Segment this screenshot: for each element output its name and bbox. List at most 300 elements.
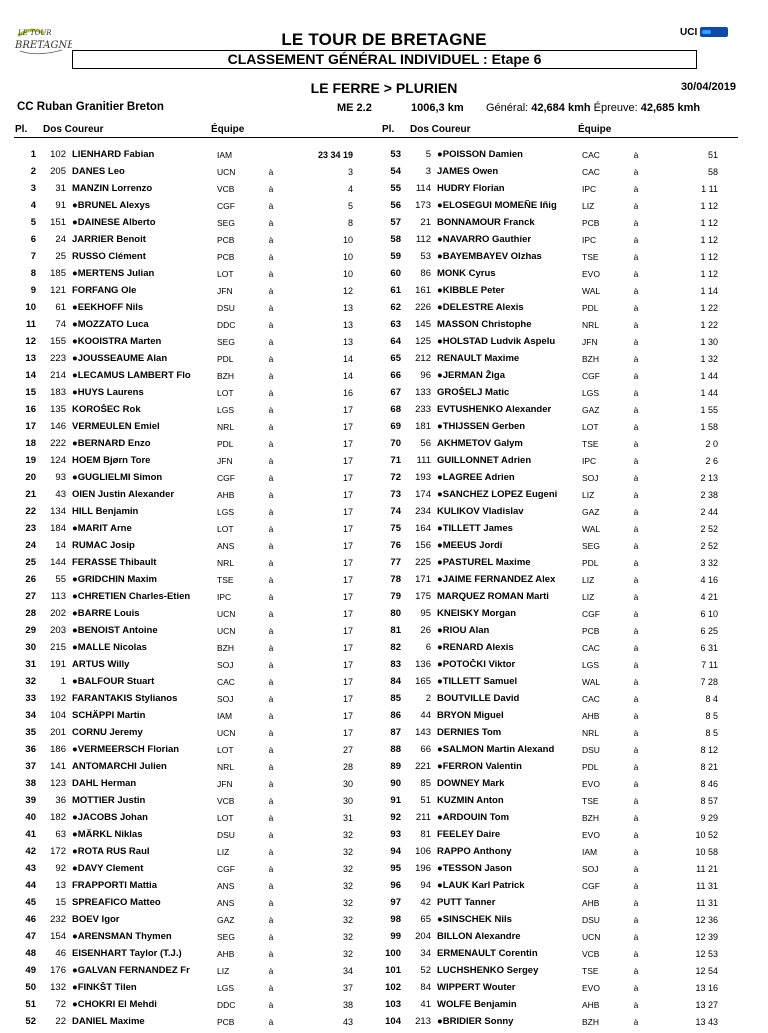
bib-number: 136 — [415, 659, 431, 670]
team-code: AHB — [582, 999, 600, 1010]
result-row — [12, 554, 353, 571]
time-gap: 17 — [342, 421, 353, 432]
result-row — [377, 469, 718, 486]
gap-prefix: à — [633, 897, 639, 908]
rank: 40 — [25, 812, 36, 823]
rider-name: ●DAINESE Alberto — [72, 217, 156, 228]
result-row — [12, 928, 353, 945]
rider-name: FEELEY Daire — [437, 829, 501, 840]
rank: 46 — [25, 914, 36, 925]
rank: 23 — [25, 523, 36, 534]
result-row — [377, 435, 718, 452]
rank: 93 — [390, 829, 401, 840]
team-code: NRL — [217, 421, 235, 432]
rank: 33 — [25, 693, 36, 704]
rider-name: ●SALMON Martin Alexand — [437, 744, 555, 755]
time-gap: 23 34 19 — [317, 149, 353, 160]
gap-prefix: à — [633, 1016, 639, 1027]
team-code: TSE — [582, 251, 599, 262]
time-gap: 17 — [342, 608, 353, 619]
gap-prefix: à — [633, 268, 639, 279]
result-row — [12, 724, 353, 741]
gap-prefix: à — [268, 846, 274, 857]
bib-number: 132 — [50, 982, 66, 993]
result-row — [377, 163, 718, 180]
rank: 52 — [25, 1016, 36, 1027]
result-row — [377, 690, 718, 707]
rank: 100 — [385, 948, 401, 959]
gap-prefix: à — [268, 540, 274, 551]
gap-prefix: à — [633, 778, 639, 789]
result-row — [12, 367, 353, 384]
time-gap: 8 57 — [700, 795, 718, 806]
result-row — [377, 724, 718, 741]
gap-prefix: à — [633, 795, 639, 806]
gap-prefix: à — [633, 455, 639, 466]
rank: 14 — [25, 370, 36, 381]
results-column-right — [377, 146, 718, 1030]
gap-prefix: à — [633, 914, 639, 925]
classification-subtitle: CLASSEMENT GÉNÉRAL INDIVIDUEL : Etape 6 — [72, 50, 697, 69]
result-row — [12, 741, 353, 758]
bib-number: 52 — [420, 965, 431, 976]
bib-number: 1 — [60, 676, 66, 687]
bib-number: 113 — [50, 591, 66, 602]
rank: 102 — [385, 982, 401, 993]
bib-number: 134 — [50, 506, 66, 517]
time-gap: 32 — [342, 863, 353, 874]
rider-name: ●FINKŠT Tilen — [72, 982, 137, 993]
bib-number: 46 — [55, 948, 66, 959]
time-gap: 32 — [342, 846, 353, 857]
team-code: CAC — [582, 642, 600, 653]
result-row — [12, 180, 353, 197]
time-gap: 1 55 — [700, 404, 718, 415]
rank: 17 — [25, 421, 36, 432]
rider-name: ●TESSON Jason — [437, 863, 512, 874]
result-row — [377, 673, 718, 690]
bib-number: 44 — [420, 710, 431, 721]
bib-number: 34 — [420, 948, 431, 959]
result-row — [377, 180, 718, 197]
time-gap: 32 — [342, 914, 353, 925]
rank: 99 — [390, 931, 401, 942]
result-row — [377, 962, 718, 979]
rank: 70 — [390, 438, 401, 449]
rider-name: SPREAFICO Matteo — [72, 897, 161, 908]
team-code: IPC — [582, 234, 597, 245]
bib-number: 183 — [50, 387, 66, 398]
team-code: SOJ — [217, 693, 234, 704]
rider-name: ●HOLSTAD Ludvik Aspelu — [437, 336, 556, 347]
uci-logo — [680, 26, 728, 38]
rank: 16 — [25, 404, 36, 415]
rank: 49 — [25, 965, 36, 976]
team-code: EVO — [582, 778, 600, 789]
rider-name: RENAULT Maxime — [437, 353, 520, 364]
rank: 22 — [25, 506, 36, 517]
rider-name: VERMEULEN Emiel — [72, 421, 160, 432]
team-code: LOT — [582, 421, 599, 432]
bib-number: 111 — [416, 455, 431, 466]
team-code: AHB — [582, 897, 600, 908]
time-gap: 3 32 — [700, 557, 718, 568]
bib-number: 22 — [55, 1016, 66, 1027]
gap-prefix: à — [633, 642, 639, 653]
gap-prefix: à — [633, 999, 639, 1010]
result-row — [377, 639, 718, 656]
bib-number: 6 — [425, 642, 431, 653]
bib-number: 172 — [50, 846, 66, 857]
rider-name: ●BRIDIER Sonny — [437, 1016, 514, 1027]
time-gap: 32 — [342, 880, 353, 891]
time-gap: 1 22 — [700, 302, 718, 313]
result-row — [12, 520, 353, 537]
rider-name: ●FERRON Valentin — [437, 761, 522, 772]
rank: 8 — [30, 268, 36, 279]
rank: 48 — [25, 948, 36, 959]
rider-name: ●ROTA RUS Raul — [72, 846, 150, 857]
result-row — [377, 554, 718, 571]
time-gap: 8 46 — [700, 778, 718, 789]
rank: 69 — [390, 421, 401, 432]
rider-name: BRYON Miguel — [437, 710, 504, 721]
rank: 20 — [25, 472, 36, 483]
team-code: ANS — [217, 897, 235, 908]
rank: 28 — [25, 608, 36, 619]
time-gap: 1 44 — [700, 387, 718, 398]
team-code: UCN — [582, 931, 601, 942]
rider-name: MONK Cyrus — [437, 268, 496, 279]
time-gap: 7 11 — [701, 659, 718, 670]
team-code: WAL — [582, 523, 601, 534]
rank: 45 — [25, 897, 36, 908]
rank: 47 — [25, 931, 36, 942]
time-gap: 16 — [342, 387, 353, 398]
gap-prefix: à — [633, 302, 639, 313]
gap-prefix: à — [633, 710, 639, 721]
team-code: ANS — [217, 540, 235, 551]
rider-name: ●TILLETT James — [437, 523, 513, 534]
bib-number: 121 — [50, 285, 66, 296]
gap-prefix: à — [268, 863, 274, 874]
bib-number: 24 — [55, 234, 66, 245]
bib-number: 192 — [50, 693, 66, 704]
result-row — [12, 146, 353, 163]
rider-name: ●POISSON Damien — [437, 149, 523, 160]
time-gap: 6 25 — [700, 625, 718, 636]
result-row — [377, 928, 718, 945]
gap-prefix: à — [268, 523, 274, 534]
time-gap: 1 32 — [700, 353, 718, 364]
result-row — [12, 350, 353, 367]
time-gap: 12 53 — [695, 948, 718, 959]
rank: 3 — [30, 183, 36, 194]
rider-name: ●MEEUS Jordi — [437, 540, 503, 551]
team-code: LIZ — [582, 489, 595, 500]
gap-prefix: à — [633, 727, 639, 738]
team-code: PCB — [582, 217, 600, 228]
team-code: LGS — [217, 506, 235, 517]
rank: 6 — [30, 234, 36, 245]
epreuve-speed-label: Épreuve: — [593, 102, 638, 114]
gap-prefix: à — [633, 574, 639, 585]
rider-name: ●LAGREE Adrien — [437, 472, 515, 483]
gap-prefix: à — [268, 591, 274, 602]
gap-prefix: à — [633, 183, 639, 194]
team-code: NRL — [582, 727, 600, 738]
team-code: TSE — [217, 574, 234, 585]
team-code: BZH — [582, 1016, 599, 1027]
bib-number: 196 — [415, 863, 431, 874]
time-gap: 10 — [342, 268, 353, 279]
result-row — [12, 877, 353, 894]
bib-number: 156 — [415, 540, 431, 551]
gap-prefix: à — [268, 931, 274, 942]
result-row — [377, 282, 718, 299]
team-code: WAL — [582, 676, 601, 687]
team-code: CAC — [582, 693, 600, 704]
rank: 82 — [390, 642, 401, 653]
bib-number: 102 — [50, 149, 66, 160]
bib-number: 94 — [420, 880, 431, 891]
result-row — [377, 401, 718, 418]
result-row — [12, 673, 353, 690]
gap-prefix: à — [268, 608, 274, 619]
gap-prefix: à — [633, 880, 639, 891]
rider-name: HUDRY Florian — [437, 183, 505, 194]
rank: 15 — [25, 387, 36, 398]
time-gap: 4 21 — [700, 591, 718, 602]
bib-number: 184 — [50, 523, 66, 534]
rank: 32 — [25, 676, 36, 687]
gap-prefix: à — [633, 625, 639, 636]
bib-number: 125 — [415, 336, 431, 347]
team-code: BZH — [217, 370, 234, 381]
result-row — [12, 945, 353, 962]
rank: 90 — [390, 778, 401, 789]
time-gap: 17 — [342, 727, 353, 738]
rider-name: GROŠELJ Matic — [437, 387, 510, 398]
team-code: DDC — [217, 999, 236, 1010]
gap-prefix: à — [268, 387, 274, 398]
rank: 58 — [390, 234, 401, 245]
bib-number: 182 — [50, 812, 66, 823]
team-code: SEG — [217, 336, 235, 347]
result-row — [377, 333, 718, 350]
time-gap: 2 52 — [700, 523, 718, 534]
rank: 95 — [390, 863, 401, 874]
time-gap: 17 — [342, 676, 353, 687]
result-row — [12, 911, 353, 928]
rider-name: AKHMETOV Galym — [437, 438, 523, 449]
gap-prefix: à — [268, 795, 274, 806]
gap-prefix: à — [268, 200, 274, 211]
result-row — [377, 996, 718, 1013]
bib-number: 135 — [50, 404, 66, 415]
rank: 35 — [25, 727, 36, 738]
result-row — [12, 299, 353, 316]
rider-name: GUILLONNET Adrien — [437, 455, 532, 466]
rank: 97 — [390, 897, 401, 908]
result-row — [377, 656, 718, 673]
time-gap: 28 — [342, 761, 353, 772]
gap-prefix: à — [633, 387, 639, 398]
gap-prefix: à — [633, 217, 639, 228]
gap-prefix: à — [633, 336, 639, 347]
rider-name: LUCHSHENKO Sergey — [437, 965, 539, 976]
gap-prefix: à — [633, 506, 639, 517]
result-row — [12, 1013, 353, 1030]
svg-text:LE TOUR: LE TOUR — [18, 29, 52, 37]
rider-name: ●CHOKRI El Mehdi — [72, 999, 157, 1010]
time-gap: 30 — [342, 795, 353, 806]
team-code: AHB — [217, 489, 235, 500]
team-code: UCN — [217, 727, 236, 738]
result-row — [377, 1013, 718, 1030]
team-code: CAC — [582, 149, 600, 160]
race-class: ME 2.2 — [337, 102, 372, 114]
time-gap: 17 — [342, 625, 353, 636]
gap-prefix: à — [268, 489, 274, 500]
bib-number: 212 — [415, 353, 431, 364]
team-code: JFN — [217, 778, 233, 789]
result-row — [377, 350, 718, 367]
gap-prefix: à — [268, 472, 274, 483]
team-code: CGF — [217, 863, 235, 874]
rider-name: ●SANCHEZ LOPEZ Eugeni — [437, 489, 558, 500]
time-gap: 17 — [342, 574, 353, 585]
bib-number: 106 — [415, 846, 431, 857]
bib-number: 31 — [55, 183, 66, 194]
gap-prefix: à — [268, 370, 274, 381]
team-code: BZH — [582, 353, 599, 364]
time-gap: 17 — [342, 591, 353, 602]
rank: 62 — [390, 302, 401, 313]
result-row — [377, 486, 718, 503]
bib-number: 221 — [415, 761, 431, 772]
rider-name: ●ARENSMAN Thymen — [72, 931, 172, 942]
bib-number: 63 — [55, 829, 66, 840]
rider-name: PUTT Tanner — [437, 897, 496, 908]
result-row — [12, 860, 353, 877]
rider-name: ANTOMARCHI Julien — [72, 761, 167, 772]
time-gap: 13 — [342, 302, 353, 313]
bib-number: 96 — [420, 370, 431, 381]
result-row — [12, 707, 353, 724]
gap-prefix: à — [268, 336, 274, 347]
result-row — [377, 146, 718, 163]
result-row — [12, 452, 353, 469]
result-row — [377, 520, 718, 537]
rider-name: KNEISKY Morgan — [437, 608, 517, 619]
gap-prefix: à — [633, 863, 639, 874]
result-row — [12, 401, 353, 418]
result-row — [12, 962, 353, 979]
rider-name: ●BENOIST Antoine — [72, 625, 158, 636]
rider-name: ●BARRE Louis — [72, 608, 140, 619]
time-gap: 17 — [342, 472, 353, 483]
bib-number: 56 — [420, 438, 431, 449]
bib-number: 193 — [415, 472, 431, 483]
rank: 84 — [390, 676, 401, 687]
bib-number: 85 — [420, 778, 431, 789]
result-row — [377, 758, 718, 775]
bib-number: 41 — [420, 999, 431, 1010]
rider-name: ●DAVY Clement — [72, 863, 144, 874]
gap-prefix: à — [633, 285, 639, 296]
rank: 89 — [390, 761, 401, 772]
bib-number: 61 — [55, 302, 66, 313]
bib-number: 15 — [55, 897, 66, 908]
rider-name: BILLON Alexandre — [437, 931, 521, 942]
team-code: DSU — [582, 914, 600, 925]
team-code: PCB — [217, 1016, 235, 1027]
time-gap: 27 — [342, 744, 353, 755]
rider-name: ●MERTENS Julian — [72, 268, 155, 279]
time-gap: 12 — [342, 285, 353, 296]
team-code: DSU — [582, 744, 600, 755]
result-row — [12, 588, 353, 605]
rank: 26 — [25, 574, 36, 585]
rank: 104 — [385, 1016, 401, 1027]
team-code: CGF — [217, 472, 235, 483]
rank: 60 — [390, 268, 401, 279]
result-row — [377, 231, 718, 248]
result-row — [12, 758, 353, 775]
team-code: VCB — [582, 948, 600, 959]
gap-prefix: à — [633, 761, 639, 772]
rank: 10 — [25, 302, 36, 313]
result-row — [377, 452, 718, 469]
team-code: DSU — [217, 829, 235, 840]
rider-name: JAMES Owen — [437, 166, 499, 177]
gap-prefix: à — [268, 659, 274, 670]
result-row — [12, 231, 353, 248]
team-code: PDL — [217, 438, 234, 449]
time-gap: 8 — [347, 217, 353, 228]
col-header-equipe-left: Équipe — [211, 124, 245, 135]
rank: 73 — [390, 489, 401, 500]
time-gap: 13 — [342, 336, 353, 347]
results-column-left — [12, 146, 353, 1030]
team-code: PDL — [582, 761, 599, 772]
team-code: CGF — [582, 880, 600, 891]
result-row — [12, 316, 353, 333]
bib-number: 181 — [415, 421, 431, 432]
team-code: PDL — [217, 353, 234, 364]
rank: 80 — [390, 608, 401, 619]
rider-name: FERASSE Thibault — [72, 557, 157, 568]
bib-number: 86 — [420, 268, 431, 279]
gap-prefix: à — [268, 319, 274, 330]
result-row — [12, 265, 353, 282]
rider-name: WIPPERT Wouter — [437, 982, 516, 993]
rider-name: ●JACOBS Johan — [72, 812, 148, 823]
gap-prefix: à — [633, 200, 639, 211]
rank: 31 — [25, 659, 36, 670]
bib-number: 174 — [415, 489, 431, 500]
time-gap: 17 — [342, 642, 353, 653]
gap-prefix: à — [633, 438, 639, 449]
time-gap: 2 52 — [700, 540, 718, 551]
gap-prefix: à — [633, 965, 639, 976]
rank: 83 — [390, 659, 401, 670]
rank: 29 — [25, 625, 36, 636]
bib-number: 84 — [420, 982, 431, 993]
time-gap: 7 28 — [700, 676, 718, 687]
rank: 43 — [25, 863, 36, 874]
